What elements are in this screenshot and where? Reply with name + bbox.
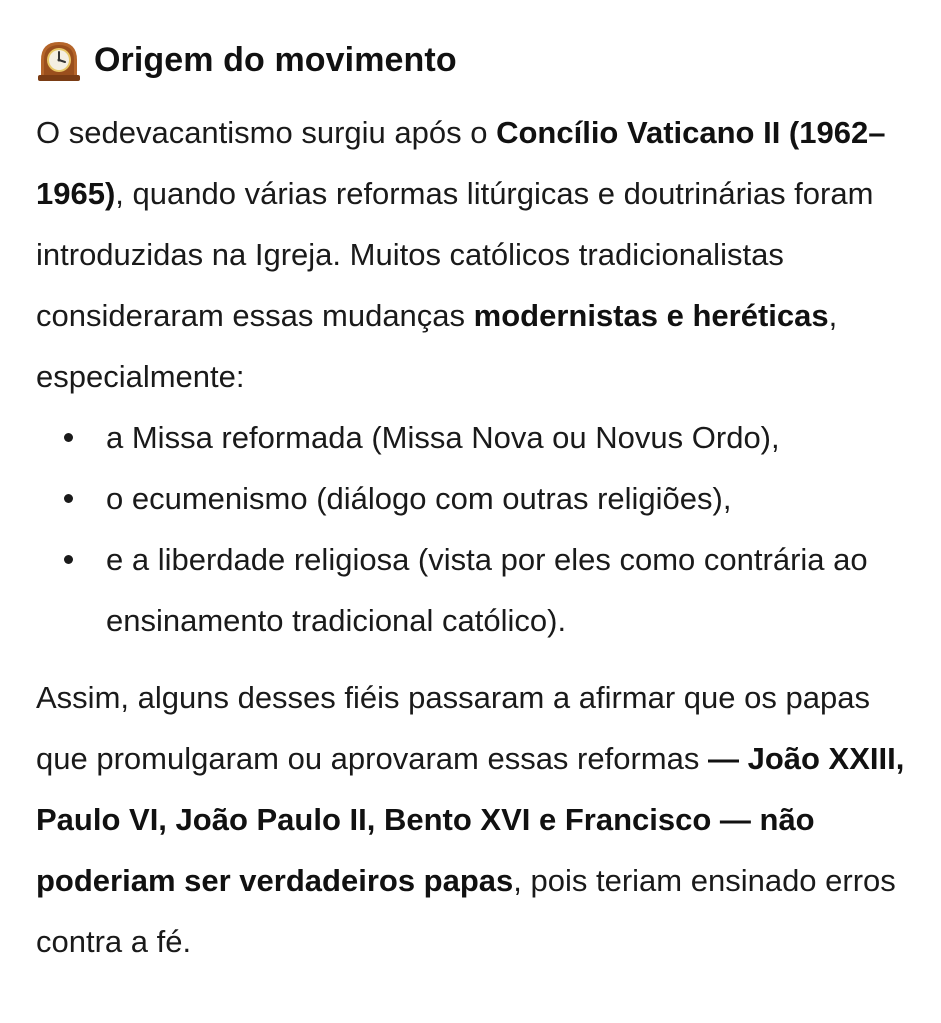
intro-text-1: O sedevacantismo surgiu após o bbox=[36, 115, 497, 150]
intro-bold-heretical: modernistas e heréticas bbox=[473, 298, 829, 333]
mantelpiece-clock-icon bbox=[36, 38, 82, 82]
intro-bold-council: Concílio Vaticano II (1962–1965) bbox=[36, 115, 886, 211]
list-item-text: e a liberdade religiosa (vista por eles como contrária ao ensinamento tradicional católico). bbox=[106, 542, 868, 638]
bullet-dot-icon bbox=[64, 494, 73, 503]
list-item bbox=[106, 407, 911, 468]
bullet-dot-icon bbox=[64, 555, 73, 564]
heading-title: Origem do movimento bbox=[94, 40, 457, 79]
bullet-dot-icon bbox=[64, 433, 73, 442]
list-item-text: a Missa reformada (Missa Nova ou Novus Ordo), bbox=[106, 420, 780, 455]
list-item bbox=[106, 529, 911, 651]
list-item-text: o ecumenismo (diálogo com outras religiões), bbox=[106, 481, 732, 516]
conclusion-text-2: , pois teriam ensinado erros contra a fé. bbox=[36, 863, 896, 959]
intro-text-3: , especialmente: bbox=[36, 298, 838, 394]
list-item bbox=[106, 468, 911, 529]
conclusion-paragraph bbox=[36, 667, 911, 972]
intro-paragraph bbox=[36, 102, 911, 407]
intro-text-2: , quando várias reformas litúrgicas e doutrinárias foram introduzidas na Igreja. Muitos católicos tradicionalistas consideraram essas mudanças bbox=[36, 176, 874, 333]
conclusion-bold-popes: — João XXIII, Paulo VI, João Paulo II, Bento XVI e Francisco — não poderiam ser verdadeiros papas bbox=[36, 741, 905, 898]
section-heading bbox=[36, 34, 911, 86]
conclusion-text-1: Assim, alguns desses fiéis passaram a afirmar que os papas que promulgaram ou aprovaram essas reformas bbox=[36, 680, 870, 776]
reform-list bbox=[36, 407, 911, 651]
